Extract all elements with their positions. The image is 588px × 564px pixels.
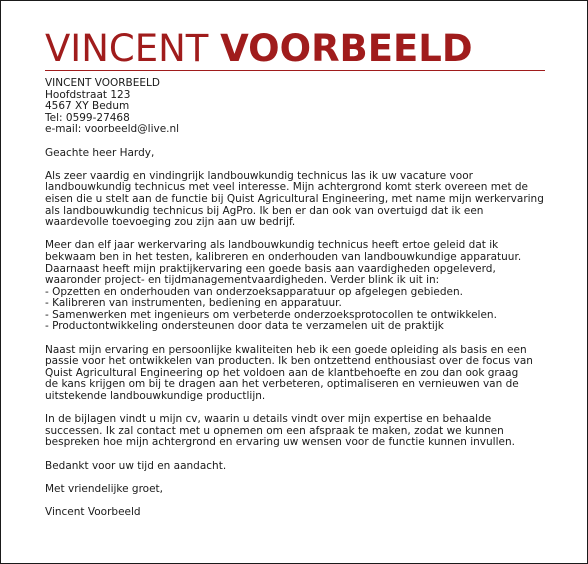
paragraph-line: successen. Ik zal contact met u opnemen om een afspraak te maken, zodat we kunnen	[45, 424, 504, 437]
paragraph-line: eisen die u stelt aan de functie bij Quist Agricultural Engineering, met name mijn werkervaring	[45, 192, 544, 205]
sender-address	[45, 78, 555, 136]
paragraph-4	[45, 414, 555, 449]
letter-body	[45, 78, 555, 519]
paragraph-line: Daarnaast heeft mijn praktijkervaring een goede basis aan vaardigheden opgeleverd,	[45, 262, 496, 275]
sender-street: Hoofdstraat 123	[45, 88, 131, 101]
paragraph-line: Naast mijn ervaring en persoonlijke kwaliteiten heb ik een goede opleiding als basis en een	[45, 343, 527, 356]
bullet-item: - Productontwikkeling ondersteunen door data te verzamelen uit de praktijk	[45, 320, 444, 333]
salutation: Geachte heer Hardy,	[45, 146, 155, 159]
signature: Vincent Voorbeeld	[45, 505, 141, 518]
paragraph-line: In de bijlagen vindt u mijn cv, waarin u details vindt over mijn expertise en behaalde	[45, 413, 492, 426]
paragraph-line: uitstekende landbouwkundige productlijn.	[45, 390, 266, 403]
name-header	[45, 29, 473, 69]
header-divider	[45, 70, 545, 71]
paragraph-2	[45, 240, 555, 333]
thanks-line: Bedankt voor uw tijd en aandacht.	[45, 459, 227, 472]
paragraph-line: bespreken hoe mijn achtergrond en ervaring uw wensen voor de functie kunnen invullen.	[45, 436, 515, 449]
paragraph-line: waardevolle toevoeging zou zijn aan uw bedrijf.	[45, 216, 296, 229]
paragraph-line: Meer dan elf jaar werkervaring als landbouwkundig technicus heeft ertoe geleid dat ik	[45, 239, 499, 252]
sender-email: e-mail: voorbeeld@live.nl	[45, 123, 180, 136]
header-first-name: VINCENT	[45, 27, 209, 70]
closing-line: Met vriendelijke groet,	[45, 482, 164, 495]
paragraph-3	[45, 345, 555, 403]
paragraph-line: landbouwkundig technicus met veel interesse. Mijn achtergrond komt sterk overeen met de	[45, 181, 529, 194]
bullet-item: - Samenwerken met ingenieurs om verbeterde onderzoeksprotocollen te ontwikkelen.	[45, 308, 497, 321]
header-last-name: VOORBEELD	[220, 27, 473, 70]
paragraph-line: Als zeer vaardig en vindingrijk landbouwkundig technicus las ik uw vacature voor	[45, 169, 473, 182]
paragraph-line: de kans krijgen om bij te dragen aan het verbeteren, optimaliseren en vernieuwen van de	[45, 378, 519, 391]
paragraph-line: Quist Agricultural Engineering op het voldoen aan de klantbehoefte en zou dan ook graag	[45, 366, 519, 379]
sender-phone: Tel: 0599-27468	[45, 111, 130, 124]
paragraph-line: waaronder project- en tijdmanagementvaardigheden. Verder blink ik uit in:	[45, 274, 440, 287]
paragraph-line: bekwaam ben in het testen, kalibreren en onderhouden van landbouwkundige apparatuur.	[45, 250, 522, 263]
bullet-item: - Opzetten en onderhouden van onderzoeksapparatuur op afgelegen gebieden.	[45, 285, 463, 298]
bullet-item: - Kalibreren van instrumenten, bediening en apparatuur.	[45, 297, 342, 310]
paragraph-line: als landbouwkundig technicus bij AgPro. Ik ben er dan ook van overtuigd dat ik een	[45, 204, 484, 217]
paragraph-line: passie voor het ontwikkelen van producten. Ik ben ontzettend enthousiast over de focus van	[45, 355, 533, 368]
sender-name: VINCENT VOORBEELD	[45, 77, 160, 89]
sender-city: 4567 XY Bedum	[45, 100, 130, 113]
paragraph-1	[45, 171, 555, 229]
